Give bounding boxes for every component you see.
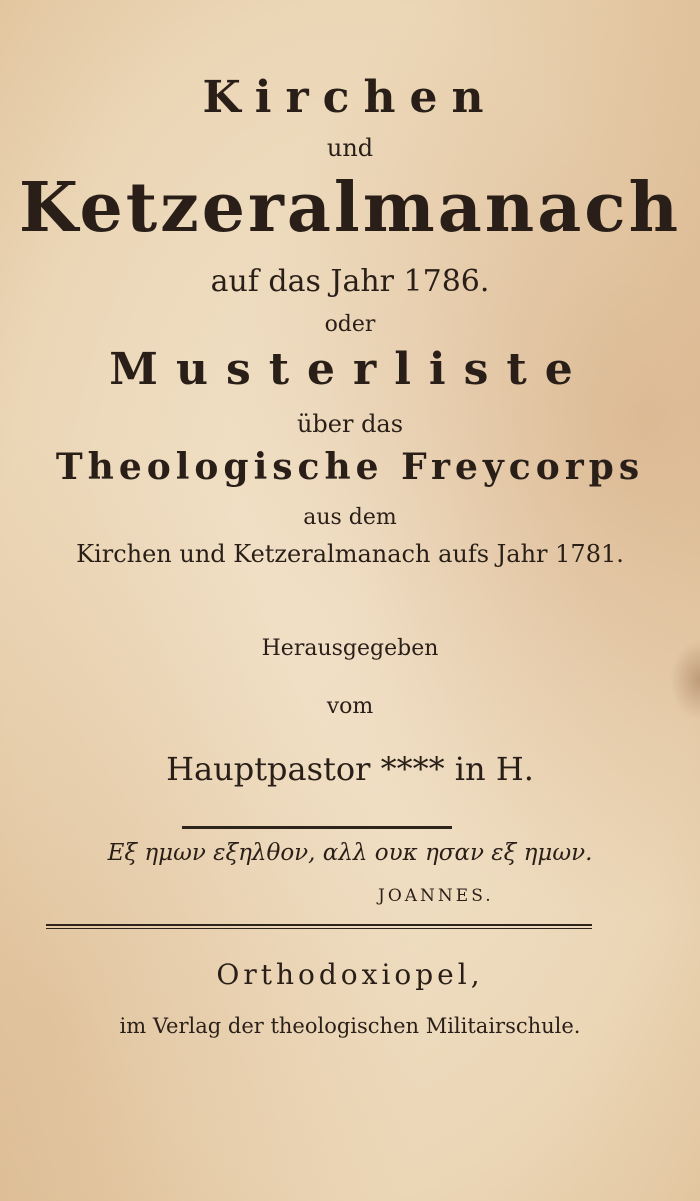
epigraph-source: JOANNES. bbox=[378, 886, 494, 906]
imprint-place: Orthodoxiopel, bbox=[216, 958, 484, 991]
year-line: auf das Jahr 1786. bbox=[210, 264, 490, 299]
vom-line: vom bbox=[326, 694, 374, 719]
divider-short bbox=[182, 826, 452, 829]
subtitle-freycorps: Theologische Freycorps bbox=[55, 446, 645, 488]
subtitle-musterliste: Musterliste bbox=[109, 344, 591, 395]
main-title: Ketzeralmanach bbox=[18, 168, 682, 248]
ueber-das-line: über das bbox=[296, 410, 404, 438]
aus-dem-line: aus dem bbox=[303, 505, 397, 530]
editor-line: Hauptpastor **** in H. bbox=[166, 750, 534, 788]
herausgegeben-line: Herausgegeben bbox=[261, 636, 439, 661]
title-line-kirchen: Kirchen bbox=[202, 72, 498, 123]
imprint-publisher: im Verlag der theologischen Militairschule. bbox=[119, 1014, 581, 1038]
divider-long bbox=[46, 924, 592, 926]
divider-long-thin bbox=[46, 928, 592, 929]
title-line-und: und bbox=[326, 134, 374, 162]
source-title-line: Kirchen und Ketzeralmanach aufs Jahr 1781. bbox=[76, 540, 624, 568]
greek-epigraph: Εξ ημων εξηλθον, αλλ ουκ ησαν εξ ημων. bbox=[107, 840, 593, 866]
oder-line: oder bbox=[324, 312, 376, 337]
